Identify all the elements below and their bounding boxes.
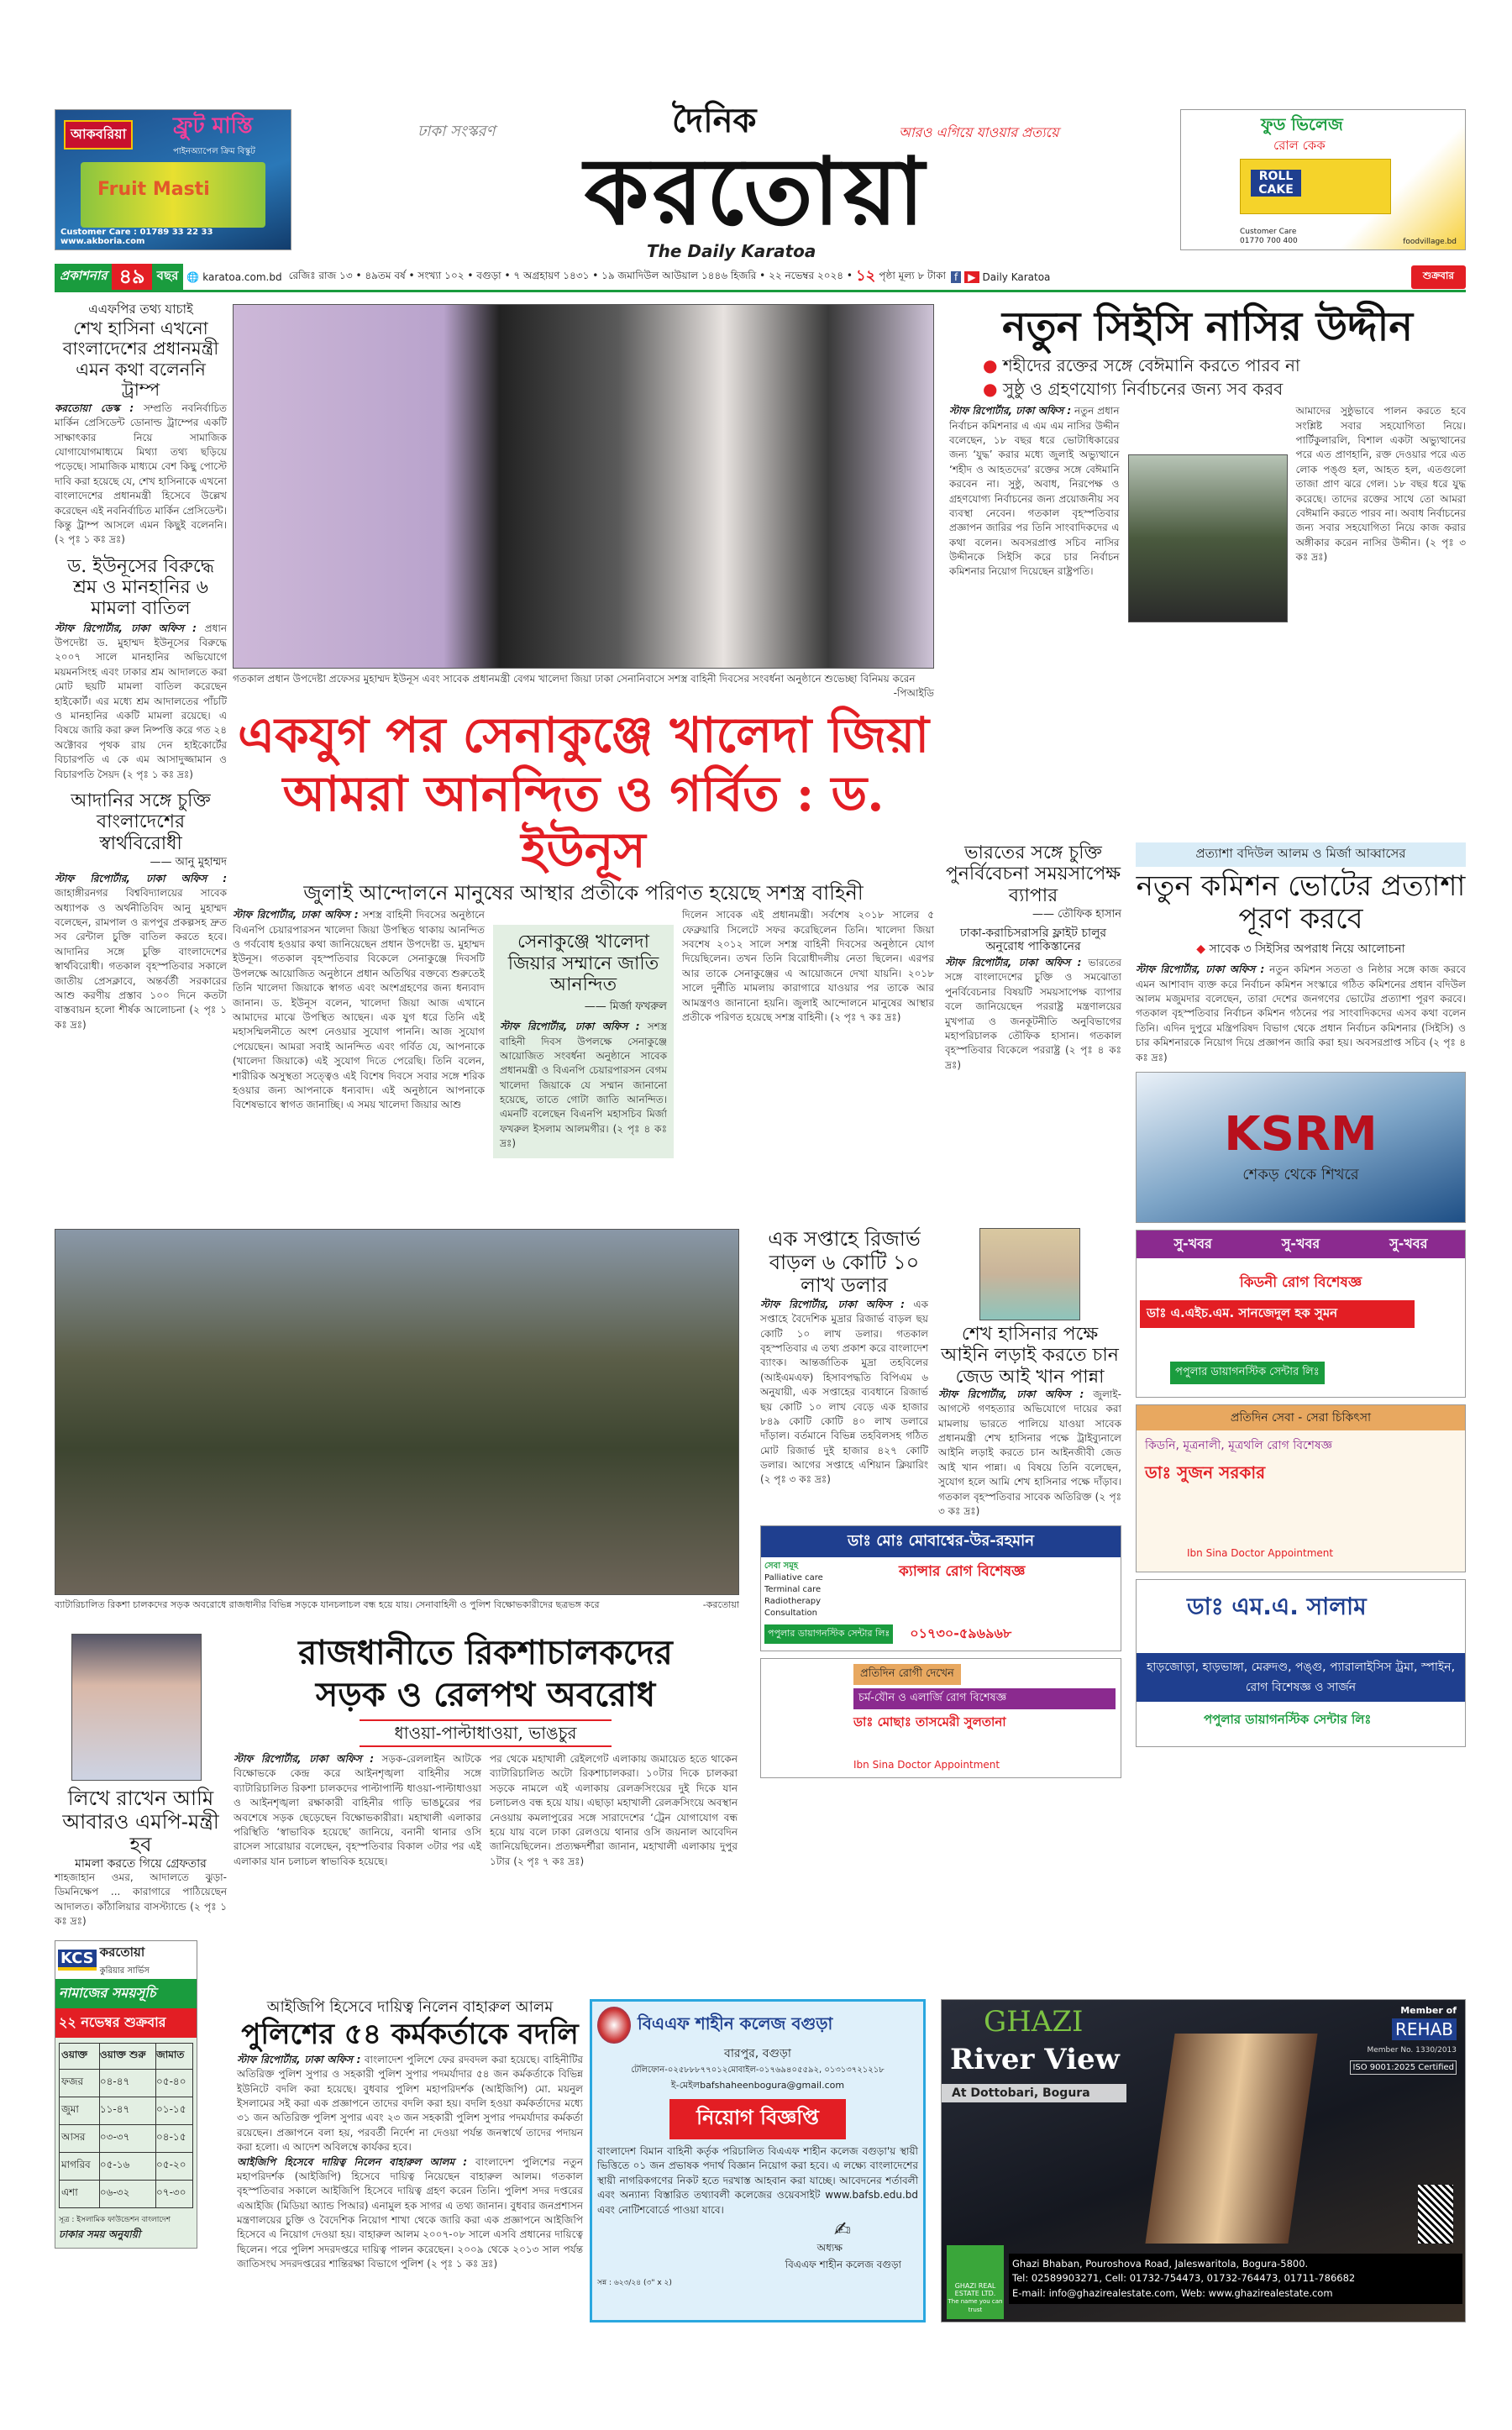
site-link[interactable]: karatoa.com.bd [202, 270, 282, 283]
story-hasina [938, 1228, 1121, 1519]
ghazi-logo: GHAZI [984, 2005, 1084, 2039]
cell: ০৩-৩৭ [99, 2124, 155, 2152]
jump-ref[interactable]: (২ পৃঃ ৩ কঃ দ্রঃ) [1295, 536, 1466, 564]
jump-ref[interactable]: (২ পৃঃ ৪ কঃ দ্রঃ) [500, 1122, 667, 1150]
notice-body: বাংলাদেশ বিমান বাহিনী কর্তৃক পরিচালিত বিএএফ শাহীন কলেজ বগুড়া'য় স্থায়ী ভিত্তিতে ০১ জন প্রভাষক পদার্থ বিজ্ঞান নিয়োগ করা হবে। এ লক্ষ্যে বাংলাদেশের স্থায়ী নাগরিকগণের নিকট হতে দরখাস্ত আহবান করা যাচ্ছে। আবেদনের শর্তাবলী এবং অন্যান্য বিস্তারিত তথ্যাবলী কলেজের ওয়েবসাইট www.bafsb.edu.bd এবং নোটিশবোর্ডে পাওয়া যাবে। [597, 2145, 918, 2216]
byline: স্টাফ রিপোর্টার, ঢাকা অফিস : [234, 1753, 375, 1765]
cec-col2 [1296, 404, 1467, 564]
youtube-icon[interactable]: ▶ [964, 271, 979, 283]
jump-ref[interactable]: (২ পৃঃ ৭ কঃ দ্রঃ) [830, 1010, 901, 1023]
globe-icon: 🌐 [186, 270, 200, 283]
ad-title: কিডনি, মূত্রনালী, মূত্রথলি রোগ বিশেষজ্ঞ [1145, 1438, 1333, 1452]
qr-code-icon [1418, 2185, 1453, 2244]
social-name: Daily Karatoa [982, 270, 1051, 283]
phone: ০১৭৩০-৫৯৬৯৬৮ [910, 1625, 1012, 1642]
bullet-dot-icon: ● [983, 379, 998, 400]
cell: এশা [60, 2180, 100, 2207]
ad-urology[interactable] [1136, 1404, 1466, 1572]
body: আমাদের সুষ্ঠুভাবে পালন করতে হবে সংশ্লিষ্ট সবার সহযোগিতা নিয়ে। পার্টিকুলারলি, বিশাল একটা অভ্যুত্থানের পরে এত প্রাণহানি, রক্ত দেওয়ার পরে এত লোক পঙ্গু হল, আহত হল, এতগুলো তাজা প্রাণ ঝরে গেল। ১৮ বছর ধরে যুদ্ধ করেছে। তাদের রক্তের সাথে তো আমরা বেঈমানি করতে পারব না। অবাধ নির্বাচনের জন্য সবার সহযোগিতা নিয়ে কাজ করার অঙ্গীকার করেন নাসির উদ্দীন। [1295, 405, 1466, 548]
phone: Tel: 02589903271, Cell: 01732-754473, 01732-764473, 01711-786682 [1012, 2272, 1356, 2285]
middle-lower [760, 1228, 1121, 1778]
byline: স্টাফ রিপোর্টার, ঢাকা অফিস : [233, 909, 359, 921]
body: এক সপ্তাহে বৈদেশিক মুদ্রার রিজার্ভ বাড়ল ছয় কোটি ১০ লাখ ডলার। গতকাল বৃহস্পতিবার এ তথ্য প্রকাশ করে বাংলাদেশ ব্যাংক। আন্তর্জাতিক মুদ্রা তহবিলের (আইএমএফ) হিসাবপদ্ধতি বিপিএম ৬ অনুযায়ী, এক সপ্তাহের ব্যবধানে রিজার্ভ ছয় কোটি ১০ লাখ বেড়ে এক হাজার ৮৪৯ কোটি কোটি ৪০ লাখ ডলারে দাঁড়াল। বর্তমানে বিভিন্ন তহবিলসহ গঠিত মোট রিজার্ভ দুই হাজার ৪২৭ কোটি ডলার। আগের সপ্তাহে এশিয়ান ক্লিয়ারিং [760, 1298, 928, 1472]
ad-product: ফ্রুট মাস্তি [173, 113, 253, 139]
cell: ০১-১৫ [155, 2097, 192, 2124]
ad-ghazi[interactable] [941, 1999, 1466, 2322]
doctor-name: ডাঃ মোছাঃ তাসমেরী সুলতানা [853, 1714, 1006, 1730]
cancer-row [761, 1557, 1121, 1623]
body: সশস্ত্র বাহিনী দিবস উপলক্ষে সেনাকুঞ্জে আয়োজিত সংবর্ধনা অনুষ্ঠানে সাবেক প্রধানমন্ত্রী ও বিএনপি চেয়ারপারসন বেগম খালেদা জিয়াকে যে সম্মান জানানো হয়েছে, তাতে গোটা জাতি আনন্দিত। এমনটি বলেছেন বিএনপি মহাসচিব মির্জা ফখরুল ইসলাম আলমগীর। [500, 1021, 667, 1135]
slogan: আরও এগিয়ে যাওয়ার প্রত্যয়ে [899, 124, 1059, 140]
bullet-text: শহীদের রক্তের সঙ্গে বেঈমানি করতে পারব না [1002, 355, 1300, 376]
cell: জুমা [60, 2097, 100, 2124]
byline: করতোয়া ডেস্ক : [55, 402, 134, 414]
center-name: Ibn Sina Doctor Appointment [1187, 1546, 1334, 1559]
logo-title: করতোয়া [584, 138, 928, 245]
cec-col1 [949, 404, 1120, 580]
jump-ref[interactable]: (২ পৃঃ ৩ কঃ দ্রঃ) [938, 1490, 1121, 1518]
edition-label: ঢাকা সংস্করণ [417, 123, 496, 140]
jump-ref[interactable]: (২ পৃঃ ১ কঃ দ্রঃ) [55, 533, 125, 546]
jump-ref[interactable]: (২ পৃঃ ১ কঃ দ্রঃ) [427, 2258, 498, 2270]
lead-caption [233, 672, 934, 701]
body: ভারতের সঙ্গে বাংলাদেশের চুক্তি ও সমঝোতা পুনর্বিবেচনার বিষয়টি সময়সাপেক্ষ ব্যাপার বলে জানিয়েছেন পররাষ্ট্র মন্ত্রণালয়ের মুখপাত্র ও জনকূটনীতি অনুবিভাগের মহাপরিচালক তৌফিক হাসান। গতকাল বৃহস্পতিবার বিকেলে পররাষ্ট্র [945, 957, 1121, 1057]
story-commission [1136, 842, 1466, 1065]
photo-credit: -করতোয়া [702, 1599, 739, 1610]
rickshaw-col2 [490, 1752, 738, 1869]
service: Terminal care [764, 1585, 822, 1595]
byline: স্টাফ রিপোর্টার, ঢাকা অফিস : [55, 622, 197, 634]
care-label: Customer Care [1240, 228, 1297, 237]
cell: ০৫-২০ [155, 2152, 192, 2180]
body: সম্প্রতি নবনির্বাচিত মার্কিন প্রেসিডেন্ট ডোনাল্ড ট্রাম্পের একটি সাক্ষাৎকার নিয়ে সামাজিক যোগাযোগমাধ্যমে মিথ্যা তথ্য ছড়িয়ে পড়েছে। সামাজিক মাধ্যমে বেশ কিছু পোস্টে দাবি করা হয়েছে যে, শেখ হাসিনাকে এখনো বাংলাদেশের প্রধানমন্ত্রী হিসেবে উল্লেখ করেছেন এই নবনির্বাচিত মার্কিন প্রেসিডেন্ট। কিন্তু ট্রাম্প আসলে এমন কিছুই বলেননি। [55, 402, 227, 531]
cell: মাগরিব [60, 2152, 100, 2180]
cec-headline: নতুন সিইসি নাসির উদ্দীন [1002, 303, 1413, 350]
author: —— মির্জা ফখরুল [584, 1000, 667, 1014]
service: Consultation [764, 1609, 817, 1619]
web-text: www.akboria.com [60, 237, 145, 246]
body: নতুন প্রধান নির্বাচন কমিশনার এ এম এম নাসির উদ্দীন বলেছেন, ১৮ বছর ধরে ভোটাধিকারের জন্য ‘যুদ্ধ’ করার মধ্যে জুলাই অভ্যুত্থানে ‘শহীদ ও আহতদের’ রক্তের সঙ্গে বেঈমানি করবেন না। সুষ্ঠু, অবাধ, নিরপেক্ষ ও গ্রহণযোগ্য নির্বাচনের জন্য প্রয়োজনীয় সব ব্যবস্থা নেবেন। গতকাল বৃহস্পতিবার প্রজ্ঞাপন জারির পর তিনি সাংবাদিকদের এ কথা বলেন। অবসরপ্রাপ্ত সচিব নাসির উদ্দীনকে সিইসি করে চার নির্বাচন কমিশনার নিয়োগ দিয়েছেন রাষ্ট্রপতি। [949, 405, 1120, 578]
ad-sub: পাইনঅ্যাপেল ক্রিম বিস্কুট [173, 147, 255, 156]
headline: নতুন কমিশন ভোটের প্রত্যাশা পূরণ করবে [1136, 869, 1466, 937]
doctor-name: ডাঃ সুজন সরকার [1145, 1462, 1266, 1483]
ad-title: হাড়জোড়া, হাড়ভাঙ্গা, মেরুদণ্ড, পঙ্গু, প্যারালাইসিস ট্রমা, স্পাইন, রোগ বিশেষজ্ঞ ও সার্জন [1137, 1653, 1465, 1702]
member-no: Member No. 1330/2013 [1367, 2046, 1457, 2055]
police-kicker: আইজিপি হিসেবে দায়িত্ব নিলেন বাহারুল আলম [266, 1998, 554, 2016]
services-list [764, 1561, 857, 1619]
project-location: At Dottobari, Bogura [942, 2084, 1126, 2102]
ad-baf-shaheen[interactable] [590, 1999, 926, 2322]
cec-body-grid [949, 404, 1466, 622]
sign-org: বিএএফ শাহীন কলেজ বগুড়া [785, 2258, 901, 2270]
company-tagline: The name you can trust [948, 2298, 1003, 2313]
byline: স্টাফ রিপোর্টার, ঢাকা অফিস : [949, 405, 1072, 417]
left-lower [55, 1634, 227, 2249]
college-name: বিএএফ শাহীন কলেজ বগুড়া [638, 2013, 833, 2034]
college-crest-icon [597, 2007, 631, 2044]
diamond-icon: ◆ [1196, 942, 1206, 957]
author: —— আনু মুহাম্মদ [150, 855, 227, 869]
prayer-box [55, 1940, 197, 2248]
center-name: Ibn Sina Doctor Appointment [853, 1759, 1000, 1771]
author-name: তৌফিক হাসান [1058, 907, 1121, 921]
byline: স্টাফ রিপোর্টার, ঢাকা অফিস : [237, 2053, 361, 2065]
headline: সেনাকুঞ্জে খালেদা জিয়ার সম্মানে জাতি আনন্দিত [507, 932, 659, 995]
rickshaw-col1 [234, 1752, 481, 1869]
bullet [1136, 939, 1466, 959]
body: প্রধান উপদেষ্টা ড. মুহাম্মদ ইউনূসের বিরুদ্ধে ২০০৭ সালে মানহানির অভিযোগে ময়মনসিংহ এবং ঢাকার শ্রম আদালতে করা মোট ছয়টি মামলা বাতিল করেছেন হাইকোর্ট। এর মধ্যে শ্রম আদালতের পাঁচটি ও মানহানির একটি মামলা রয়েছে। এ বিষয়ে জারি করা রুল নিষ্পত্তি করে গত ২৪ অক্টোবর পৃথক রায় দেন হাইকোর্টের বিচারপতি এ কে এম আসাদুজ্জামান ও বিচারপতি সৈয়দ [55, 622, 227, 780]
table-row [60, 2097, 193, 2124]
headline: ভারতের সঙ্গে চুক্তি পুনর্বিবেচনা সময়সাপেক্ষ ব্যাপার [945, 842, 1121, 906]
headline: শেখ হাসিনা এখনো বাংলাদেশের প্রধানমন্ত্রী এমন কথা বলেননি ট্রাম্প [62, 318, 219, 400]
ad-code: সন্ন : ৬২৩/২৪ (৩" x ২) [597, 2278, 672, 2287]
police-headline: পুলিশের ৫৪ কর্মকর্তাকে বদলি [241, 2017, 579, 2051]
cell: ফজর [60, 2069, 100, 2097]
cell: আসর [60, 2124, 100, 2152]
ad-brand: ফুড ভিলেজ [1261, 114, 1343, 134]
center-name: পপুলার ডায়াগনস্টিক সেন্টার লিঃ [1170, 1362, 1325, 1384]
page-count: ১২ [856, 267, 876, 285]
company-logo [947, 2245, 1004, 2319]
omar-photo [71, 1634, 202, 1781]
building-render [1145, 2034, 1317, 2244]
table-row [60, 2124, 193, 2152]
crowd-caption [55, 1598, 739, 1611]
company-name: GHAZI REAL ESTATE LTD. [954, 2282, 996, 2298]
kcs-logo: KCS [58, 1950, 97, 1971]
cell: ০৬-৩২ [99, 2180, 155, 2207]
pack-label: Fruit Masti [97, 179, 210, 200]
pub-label: প্রকাশনার [55, 264, 112, 291]
rickshaw-headline-2: সড়ক ও রেলপথ অবরোধ [315, 1675, 656, 1714]
byline: স্টাফ রিপোর্টার, ঢাকা অফিস : [55, 872, 227, 884]
iso-badge: ISO 9001:2025 Certified [1350, 2060, 1457, 2075]
right-column [1136, 842, 1466, 1747]
story-police [237, 1999, 583, 2272]
photo-credit: -পিআইডি [893, 686, 934, 699]
story-yunus-cases [55, 556, 227, 782]
story-india [945, 842, 1121, 1073]
cec-bullets [949, 354, 1466, 401]
top-label: সু-খবর [1281, 1235, 1320, 1252]
lead-col1 [233, 908, 485, 1112]
sponsor-text [100, 1944, 150, 1976]
ad-product: রোল কেক [1273, 138, 1326, 153]
pre-title: দৈনিক [672, 102, 757, 140]
lead-col3 [682, 908, 934, 1025]
cec-photo [1128, 454, 1288, 622]
headline: শেখ হাসিনার পক্ষে আইনি লড়াই করতে চান জেড আই খান পান্না [941, 1324, 1119, 1388]
bullet-text: সাবেক ৩ সিইসির অপরাধ নিয়ে আলোচনা [1209, 942, 1405, 957]
ad-ortho[interactable] [1136, 1579, 1466, 1747]
prayer-title: নামাজের সময়সূচি [55, 1979, 197, 2008]
ad-ksrm[interactable] [1136, 1072, 1466, 1223]
email: E-mail: info@ghazirealestate.com, Web: www.ghazirealestate.com [1012, 2286, 1333, 2299]
story-reserve [760, 1228, 928, 1488]
prayer-source: সূত্র : ইসলামিক ফাউন্ডেশন বাংলাদেশ [59, 2215, 171, 2224]
headline: ড. ইউনূসের বিরুদ্ধে শ্রম ও মানহানির ৬ মামলা বাতিল [67, 555, 214, 620]
info-bar [55, 264, 1466, 292]
prayer-note: ঢাকার সময় অনুযায়ী [59, 2228, 141, 2240]
doctor-name: ডাঃ এম.এ. সালাম [1187, 1592, 1367, 1620]
byline: স্টাফ রিপোর্টার, ঢাকা অফিস : [1136, 963, 1265, 976]
rickshaw-headline-1: রাজধানীতে রিকশাচালকদের [298, 1633, 673, 1672]
pack-label: ROLL CAKE [1251, 170, 1301, 197]
ad-care [1240, 228, 1298, 246]
jump-ref[interactable]: (২ পৃঃ ৪ কঃ দ্রঃ) [1136, 1037, 1466, 1063]
story-adani [55, 790, 227, 1032]
service: Radiotherapy [764, 1597, 822, 1607]
crowd-photo [55, 1229, 739, 1595]
english-title: The Daily Karatoa [647, 241, 816, 261]
center-name: পপুলার ডায়াগনস্টিক সেন্টার লিঃ [764, 1624, 893, 1644]
ad-roll-cake[interactable] [1180, 109, 1466, 250]
sidebar-box [493, 925, 674, 1157]
cell: ০৭-৩০ [155, 2180, 192, 2207]
body: বাংলাদেশ পুলিশে ফের রদবদল করা হয়েছে। বাহিনীটির অতিরিক্ত পুলিশ সুপার ও সহকারী পুলিশ সুপার পদমর্যাদার ৫৪ জন কর্মকর্তাকে বিভিন্ন ইউনিটে বদলি করা হয়েছে। বুধবার পুলিশ মহাপরিদর্শক (আইজিপি) মো. ময়নুল ইসলামের সই করা এক প্রজ্ঞাপনে তাদের বদলি করা হয়। বদলি হওয়া কর্মকর্তাদের মধ্যে ৩১ জন অতিরিক্ত পুলিশ সুপার এবং ২৩ জন সহকারী পুলিশ সুপার পদমর্যাদার কর্মকর্তা রয়েছেন। প্রজ্ঞাপনে বলা হয়, পরবর্তী নির্দেশ না দেওয়া পর্যন্ত জনস্বার্থে তাদের পদায়ন করা হলো। এ আদেশ অবিলম্বে কার্যকর হবে। [237, 2053, 583, 2154]
ad-pack [81, 162, 265, 228]
lead-photo [233, 304, 934, 669]
caption-text: ব্যাটারিচালিত রিকশা চালকদের সড়ক অবরোধে রাজধানীর বিভিন্ন সড়কে যানচলাচল বন্ধ হয়ে যায়। সেনাবাহিনী ও পুলিশ বিক্ষোভকারীদের ছত্রভঙ্গ করে [55, 1599, 600, 1610]
byline: স্টাফ রিপোর্টার, ঢাকা অফিস : [938, 1388, 1084, 1400]
body: বাংলাদেশ পুলিশের নতুন মহাপরিদর্শক (আইজিপি) হিসেবে দায়িত্ব নিয়েছেন বাহারুল আলম। গতকাল বৃহস্পতিবার সকালে আইজিপি হিসেবে দায়িত্ব গ্রহণ করেন তিনি। পুলিশ সদর দপ্তরের এআইজি (মিডিয়া অ্যান্ড পিআর) এনামুল হক সাগর এ তথ্য জানান। বুধবার জনপ্রশাসন মন্ত্রণালয়ের চুক্তি ও বৈদেশিক নিয়োগ শাখা থেকে জারি করা এক প্রজ্ঞাপনে আইজিপি হিসেবে এ নিয়োগ দেওয়া হয়। বাহারুল আলম ২০০৭-০৮ সালে এসবি প্রধানের দায়িত্বে ছিলেন। পরে পুলিশ সদরদপ্তরে দায়িত্ব পালন করেছেন। ২০০৯ থেকে ২০১৩ সাল পর্যন্ত জাতিসংঘ সদরদপ্তরের শান্তিরক্ষা বিভাগে পুলিশ [237, 2155, 583, 2270]
bullet-text: সুষ্ঠু ও গ্রহণযোগ্য নির্বাচনের জন্য সব করব [1002, 379, 1284, 400]
day-badge: শুক্রবার [1411, 265, 1466, 289]
top-label: সু-খবর [1389, 1235, 1428, 1252]
body: নতুন কমিশন সততা ও নিষ্ঠার সঙ্গে কাজ করবে এমন আশাবাদ ব্যক্ত করে নির্বাচন কমিশন সংস্কারে গঠিত কমিশনের প্রধান বদিউল আলম মজুমদার বলেছেন, তারা দেশের জনগণের ভোটের প্রত্যাশা পূরণ করবে। গতকাল বৃহস্পতিবার নির্বাচন কমিশন গঠনের পর সাংবাদিকদের এসব কথা বলেন তিনি। এদিন দুপুরে মন্ত্রিপরিষদ বিভাগ থেকে প্রধান নির্বাচন কমিশনার (সিইসি) ও চার কমিশনারকে নিয়োগ দিয়ে প্রজ্ঞাপন জারি করা হয়। অবসরপ্রাপ্ত সচিব [1136, 963, 1466, 1049]
sponsor-sub: কুরিয়ার সার্ভিস [99, 1966, 150, 1976]
body: সশস্ত্র বাহিনী দিবসের অনুষ্ঠানে বিএনপি চেয়ারপারসন খালেদা জিয়া উপস্থিত থাকায় আনন্দিত ও গর্ববোধ হওয়ার কথা জানিয়েছেন প্রধান উপদেষ্টা ড. মুহাম্মদ ইউনূস। গতকাল বৃহস্পতিবার বিকেলে সেনাকুঞ্জে দিবসটি উপলক্ষে আয়োজিত অনুষ্ঠানে প্রধান অতিথির বক্তব্যে শুরুতেই তিনি খালেদা জিয়াকে স্বাগত এবং অংশগ্রহণের জন্য ধন্যবাদ জানান। ড. ইউনূস বলেন, খালেদা জিয়া আজ এখানে আমাদের মাঝে উপস্থিত আছেন। এক যুগ ধরে তিনি এই মহাসম্মিলনীতে অংশ নেওয়ার সুযোগ পাননি। আজ সুযোগ পেয়েছেন। আমরা সবাই আনন্দিত এবং গর্বিত যে, আপনাকে (খালেদা জিয়াকে) এই সুযোগ দিতে পেরেছি। তিনি বলেন, শারীরিক অসুস্থতা সত্ত্বেও এই বিশেষ দিবসে সবার সঙ্গে শরিক হওয়ার জন্য আপনাকে ধন্যবাদ। এই অনুষ্ঠানে আপনাকে বিশেষভাবে স্বাগত জানাচ্ছি। এ সময় খালেদা জিয়ার আশু [233, 909, 485, 1111]
lead-headline-2: আমরা আনন্দিত ও গর্বিত : ড. ইউনূস [282, 765, 885, 879]
kicker: প্রত্যাশা বদিউল আলম ও মির্জা আব্বাসের [1136, 842, 1466, 867]
bullet [983, 377, 1466, 401]
body: জুলাই-আগস্টে গণহত্যার অভিযোগে দায়ের করা মামলায় ভারতে পালিয়ে যাওয়া সাবেক প্রধানমন্ত্রী শেখ হাসিনার পক্ষে ট্রাইব্যুনালে আইনি লড়াই করতে চান আইনজীবী জেড আই খান পান্না। এ বিষয়ে তিনি বলেছেন, সুযোগ হলে আমি শেখ হাসিনার পক্ষে দাঁড়াব। গতকাল বৃহস্পতিবার সাবেক অতিরিক্ত [938, 1388, 1121, 1503]
rehab-badge: REHAB [1392, 2018, 1457, 2040]
care-text: Customer Care : 01789 33 22 33 [60, 228, 213, 237]
ad-title: কিডনী রোগ বিশেষজ্ঞ [1239, 1273, 1362, 1291]
ksrm-tagline: শেকড় থেকে শিখরে [1242, 1166, 1359, 1184]
jump-ref[interactable]: (২ পৃঃ ৭ কঃ দ্রঃ) [513, 1855, 585, 1867]
author: —— তৌফিক হাসান [1032, 907, 1121, 921]
price: পৃষ্ঠা মূল্য ৮ টাকা [879, 269, 947, 281]
notice-title: নিয়োগ বিজ্ঞপ্তি [669, 2099, 846, 2139]
middle-stories [760, 1228, 1121, 1519]
contact-block [1009, 2254, 1462, 2304]
table-row [60, 2069, 193, 2097]
caption-text: গতকাল প্রধান উপদেষ্টা প্রফেসর মুহাম্মদ ইউনূস এবং সাবেক প্রধানমন্ত্রী বেগম খালেদা জিয়া ঢাকা সেনানিবাসে সশস্ত্র বাহিনী দিবসের সংবর্ধনা অনুষ্ঠানে শুভেচ্ছা বিনিময় করেন [233, 673, 916, 685]
jump-ref[interactable]: (২ পৃঃ ১ কঃ দ্রঃ) [123, 768, 193, 780]
ad-care [60, 228, 291, 246]
ad-title: ক্যান্সার রোগ বিশেষজ্ঞ [899, 1563, 1026, 1581]
byline: স্টাফ রিপোর্টার, ঢাকা অফিস : [500, 1021, 640, 1033]
sub-byline: আইজিপি হিসেবে দায়িত্ব নিলেন বাহারুল আলম : [237, 2155, 468, 2168]
ksrm-logo: KSRM [1224, 1106, 1378, 1162]
project-name: River View [950, 2043, 1120, 2076]
cell: ০৪-১৫ [155, 2124, 192, 2152]
signature-icon: ✍ [833, 2217, 851, 2241]
center-name: পপুলার ডায়াগনস্টিক সেন্টার লিঃ [1204, 1711, 1372, 1727]
ad-top: প্রতিদিন রোগী দেখেন [853, 1664, 961, 1685]
table-row [60, 2152, 193, 2180]
ad-title: চর্ম-যৌন ও এলার্জি রোগ বিশেষজ্ঞ [853, 1688, 1116, 1709]
col-header: ওয়াক্ত [60, 2043, 100, 2069]
jump-ref[interactable]: (২ পৃঃ ১ কঃ দ্রঃ) [55, 1004, 227, 1031]
ad-top: প্রতিদিন সেবা - সেরা চিকিৎসা [1137, 1405, 1465, 1430]
body: পর থেকে মহাখালী রেইলগেট এলাকায় জমায়েত হতে থাকেন ব্যাটারিচালিত অটো রিকশাচালকরা। ১০টার দিকে চালকরা সড়কে নামলে এই এলাকায় রেলক্রসিংয়ের দুই দিকে যান চলাচলও বন্ধ হয়ে যায়। এছাড়া মহাখালী রেলক্রসিংয়ে অবস্থান নেওয়ায় কমলাপুরের সঙ্গে সারাদেশের ‘ট্রেন যোগাযোগ বন্ধ হয়ে যায় বলে ঢাকা রেলওয়ে থানার ওসি জয়নাল আবেদিন জানিয়েছিলেন। প্রত্যক্ষদর্শীরা জানান, মহাখালী এলাকায় দুপুর ১টার [490, 1753, 738, 1867]
top-label: সু-খবর [1173, 1235, 1212, 1252]
prayer-date: ২২ নভেম্বর শুক্রবার [55, 2008, 197, 2038]
rickshaw-subhead: ধাওয়া-পাল্টাধাওয়া, ভাঙচুর [360, 1719, 612, 1747]
table-row [60, 2180, 193, 2207]
subhead: মামলা করতে গিয়ে গ্রেফতার [75, 1856, 207, 1871]
body: দিলেন সাবেক এই প্রধানমন্ত্রী। সর্বশেষ ২০১৮ সালের ৫ ফেব্রুয়ারি সিলেটে সফর করেছিলেন তিনি। খালেদা জিয়া সবশেষ ২০১২ সালে সশস্ত্র বাহিনী দিবসের অনুষ্ঠানে যোগ দিয়েছিলেন। তখন তিনি বিরোধীদলীয় নেতা ছিলেন। এরপর আর তাকে সেনাকুঞ্জের এ আয়োজনে দেখা যায়নি। ২০১৮ সালে দুর্নীতি মামলায় কারাগারে যাওয়ার পর তাকে আর আমন্ত্রণও জানানো হয়নি। জুলাই আন্দোলনে মানুষের আস্থার প্রতীকে পরিণত হয়েছে সশস্ত্র বাহিনী। [682, 909, 934, 1023]
bullet [983, 354, 1466, 377]
cell: ১১-৪৭ [99, 2097, 155, 2124]
ad-skin[interactable] [760, 1658, 1121, 1778]
lead-body-grid [233, 908, 934, 1157]
subhead: ঢাকা-করাচিসরাসরি ফ্লাইট চালুর অনুরোধ পাকিস্তানের [959, 926, 1107, 953]
ad-fruit-masti[interactable] [55, 109, 291, 250]
ad-pack [1240, 159, 1391, 214]
left-column [55, 302, 227, 1032]
author-name: আনু মুহাম্মদ [175, 855, 227, 869]
cell: ০৪-৪৭ [99, 2069, 155, 2097]
body: শাহজাহান ওমর, আদালতে ঝুড়া-ডিমনিক্ষেপ ... কারাগারে পাঠিয়েছেন আদালত। কাঁঠালিয়ার বাসস্ট্যান্ডে [55, 1871, 227, 1913]
college-header [597, 2007, 918, 2044]
college-email: ই-মেইলbafshaheenbogura@gmail.com [670, 2080, 845, 2091]
body: জাহাঙ্গীরনগর বিশ্ববিদ্যালয়ের সাবেক অধ্যাপক ও অর্থনীতিবিদ আনু মুহাম্মদ বলেছেন, রামপাল ও রূপপুর প্রকল্পসহ দ্রুত সব রেন্টাল চুক্তি বাতিল করতে হবে। আদানির সঙ্গে চুক্তি বাংলাদেশের স্বার্থবিরোধী। গতকাল বৃহস্পতিবার সকালে জাতীয় প্রেসক্লাবে, অন্তর্বর্তী সরকারের আশু করণীয় প্রস্তাব ১০০ দিনে কতটা বাস্তবায়ন হলো শীর্ষক আলোচনা [55, 887, 227, 1016]
service: সেবা সমূহ [764, 1561, 799, 1572]
years-badge: ৪৯ [112, 264, 151, 290]
ad-brand: আকবরিয়া [64, 120, 133, 150]
col-header: জামাত [155, 2043, 192, 2069]
prayer-table [59, 2043, 193, 2208]
college-place: বারপুর, বগুড়া [724, 2047, 791, 2060]
lead-headline-1: একযুগ পর সেনাকুঞ্জে খালেদা জিয়া [237, 706, 930, 764]
author-name: মির্জা ফখরুল [609, 1000, 667, 1014]
lead-story [233, 672, 934, 1158]
jump-ref[interactable]: (২ পৃঃ ১ কঃ দ্রঃ) [55, 1900, 227, 1928]
story-cec [949, 304, 1466, 622]
facebook-icon[interactable]: f [951, 271, 961, 283]
sponsor-name: করতোয়া [99, 1945, 145, 1960]
sign-title: অধ্যক্ষ [816, 2241, 843, 2254]
ad-kidney[interactable] [1136, 1230, 1466, 1398]
story-trump [55, 302, 227, 548]
service: Palliative care [764, 1573, 823, 1583]
college-phone: টেলিফোন-০২৫৮৮৮৭৭০১২মোবাইল-০১৭৬৯৪০৫৫৯২, ০১৩১৩৭২১২১৮ [631, 2065, 885, 2075]
years-suffix: বছর [152, 264, 184, 291]
ad-top [1137, 1231, 1465, 1258]
doctor-name: ডাঃ এ.এইচ.এম. সানজেদুল হক সুমন [1140, 1300, 1415, 1328]
jump-ref[interactable]: (২ পৃঃ ৩ কঃ দ্রঃ) [760, 1473, 831, 1486]
police-body [237, 2053, 583, 2272]
rickshaw-body-grid [234, 1752, 738, 1869]
byline: স্টাফ রিপোর্টার, ঢাকা অফিস : [760, 1298, 905, 1310]
cell: ০৫-১৬ [99, 2152, 155, 2180]
cancer-footer [761, 1623, 1121, 1645]
headline: এক সপ্তাহে রিজার্ভ বাড়ল ৬ কোটি ১০ লাখ ডলার [768, 1227, 921, 1298]
body: সড়ক-রেললাইন আটকে বিক্ষোভকে কেন্দ্র করে আইনশৃঙ্খলা বাহিনীর সঙ্গে ব্যাটারিচালিত রিকশা চালকদের পাল্টাপাল্টি ধাওয়া-পাল্টাধাওয়া ও আইনশৃঙ্খলা রক্ষাকারী বাহিনীর গাড়ি ভাঙচুরের পর অবশেষে সড়ক ছেড়েছেন বিক্ষোভকারীরা। মহাখালী এলাকার পরিস্থিতি ‘স্বাভাবিক হয়েছে’ জানিয়ে, বনানী থানার ওসি রাসেল সারোয়ার বলেছেন, বৃহস্পতিবার বিকাল ৩টার পর এই এলাকার যান চলাচল স্বাভাবিক হয়েছে। [234, 1753, 481, 1867]
issue-details: রেজিঃ রাজ ১৩ • ৪৯তম বর্ষ • সংখ্যা ১০২ • বগুড়া • ৭ অগ্রহায়ণ ১৪৩১ • ১৯ জমাদিউল আউয়াল ১৪৪৬ হিজরি • ২২ নভেম্বর ২০২৪ • [288, 269, 853, 281]
story-rickshaw [234, 1634, 738, 1869]
member-label: Member of [1400, 2005, 1457, 2016]
headline: লিখে রাখেন আমি আবারও এমপি-মন্ত্রী হব [62, 1787, 219, 1857]
byline: স্টাফ রিপোর্টার, ঢাকা অফিস : [945, 957, 1082, 969]
sponsor [55, 1941, 197, 1978]
ad-cancer[interactable] [760, 1525, 1121, 1651]
address: Ghazi Bhaban, Pouroshova Road, Jaleswaritola, Bogura-5800. [1012, 2258, 1309, 2270]
doctor-name: ডাঃ মোঃ মোবাশ্বের-উর-রহমান [761, 1526, 1121, 1557]
lead-subhead: জুলাই আন্দোলনে মানুষের আস্থার প্রতীকে পরিণত হয়েছে সশস্ত্র বাহিনী [303, 880, 864, 905]
headline: আদানির সঙ্গে চুক্তি বাংলাদেশের স্বার্থবিরোধী [71, 790, 211, 854]
col-header: ওয়াক্ত শুরু [99, 2043, 155, 2069]
panna-photo [979, 1228, 1080, 1320]
cell: ০৫-৪০ [155, 2069, 192, 2097]
bullet-dot-icon: ● [983, 355, 998, 376]
story-omar [55, 1787, 227, 1929]
kicker: এএফপির তথ্য যাচাই [88, 302, 193, 317]
phone: 01770 700 400 [1240, 237, 1298, 246]
fb-handle: foodvillage.bd [1403, 238, 1457, 246]
jump-ref[interactable]: (২ পৃঃ ৪ কঃ দ্রঃ) [945, 1044, 1121, 1071]
